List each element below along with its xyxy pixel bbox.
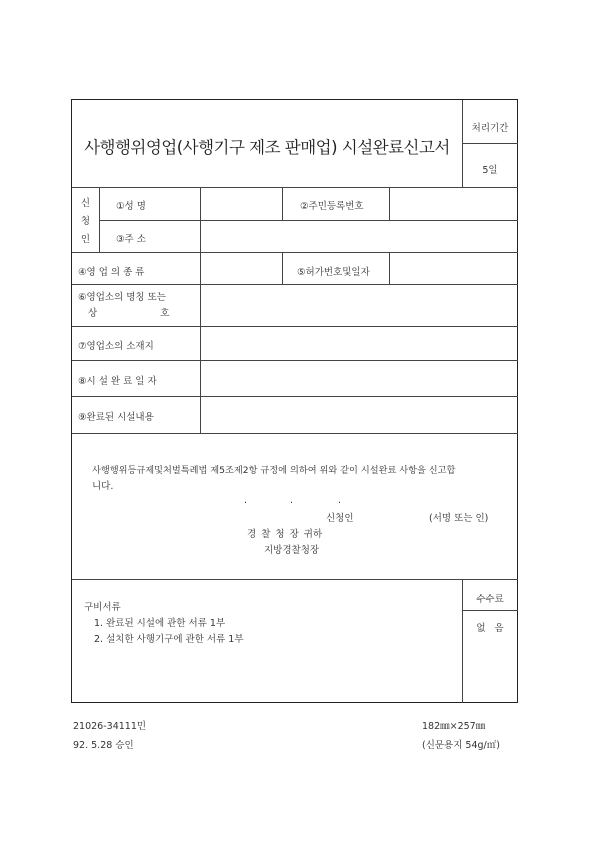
attachments-title: 구비서류 — [84, 602, 121, 613]
declaration-bottom-line — [72, 579, 518, 580]
completion-date-label: ⑧시 설 완 료 일 자 — [78, 376, 157, 387]
business-name-label — [78, 290, 169, 322]
fee-label: 수수료 — [476, 594, 504, 605]
applicant-group-label — [72, 188, 99, 252]
processing-period-value: 5일 — [482, 165, 498, 176]
applicant-char-2: 청 — [80, 216, 91, 227]
business-name-label-line1: ⑥영업소의 명칭 또는 — [78, 292, 166, 303]
applicant-char-1: 신 — [80, 198, 91, 209]
fee-mid-line — [462, 610, 518, 611]
address-label: ③주 소 — [116, 234, 146, 245]
date-mark-day: . — [338, 495, 342, 506]
name-rrn-divider — [282, 187, 283, 220]
header-bottom-line — [72, 187, 518, 188]
applicant-char-3: 인 — [80, 234, 91, 245]
business-type-label: ④영 업 의 종 류 — [78, 267, 145, 278]
name-label — [116, 198, 211, 212]
rrn-label: ②주민등록번호 — [300, 201, 364, 212]
report-form — [71, 99, 518, 703]
permit-label: ⑤허가번호및일자 — [297, 267, 370, 278]
type-permit-divider — [282, 252, 283, 284]
row6-bottom-line — [72, 326, 518, 327]
approval-note: 92. 5.28 승인 — [73, 740, 134, 751]
paper-type: (신문용지 54g/㎡) — [422, 740, 500, 751]
attachment-item-2: 2. 설치한 사행기구에 관한 서류 1부 — [94, 634, 244, 645]
signature-label: (서명 또는 인) — [429, 513, 489, 524]
processing-period-label: 처리기간 — [471, 123, 509, 134]
recipient-line2: 지방경찰청장 — [264, 545, 320, 556]
fee-value: 없 음 — [476, 623, 504, 634]
row8-bottom-line — [72, 396, 518, 397]
facility-label: ⑨완료된 시설내용 — [78, 412, 154, 423]
applicant-value-divider — [200, 187, 201, 252]
form-title: 사행행위영업(사행기구 제조 판매업) 시설완료신고서 — [84, 138, 450, 157]
permit-value-divider — [389, 252, 390, 284]
declaration-line2: 니다. — [92, 481, 114, 492]
form-number: 21026-34111민 — [73, 721, 147, 732]
recipient-line1: 경 찰 청 장 귀하 — [247, 529, 323, 540]
row4-bottom-line — [72, 284, 518, 285]
row9-bottom-line — [72, 433, 518, 434]
paper-size: 182㎜×257㎜ — [422, 721, 486, 732]
label-column-divider — [200, 252, 201, 434]
declaration-line1: 사행행위등규제및처벌특례법 제5조제2항 규정에 의하여 위와 같이 시설완료 사항을 신고합 — [92, 465, 456, 476]
business-name-label-line2: 상 호 — [88, 308, 170, 319]
applicant-bottom-line — [72, 252, 518, 253]
applicant-mid-line — [99, 220, 518, 221]
applicant-sign-label: 신청인 — [326, 513, 354, 524]
name-label-text: ①성 명 — [116, 201, 146, 212]
period-divider — [462, 143, 518, 144]
row7-bottom-line — [72, 360, 518, 361]
date-mark-year: . — [244, 495, 248, 506]
rrn-value-divider — [389, 187, 390, 220]
attachment-item-1: 1. 완료된 시설에 관한 서류 1부 — [94, 618, 226, 629]
date-mark-month: . — [290, 495, 294, 506]
location-label: ⑦영업소의 소재지 — [78, 341, 154, 352]
